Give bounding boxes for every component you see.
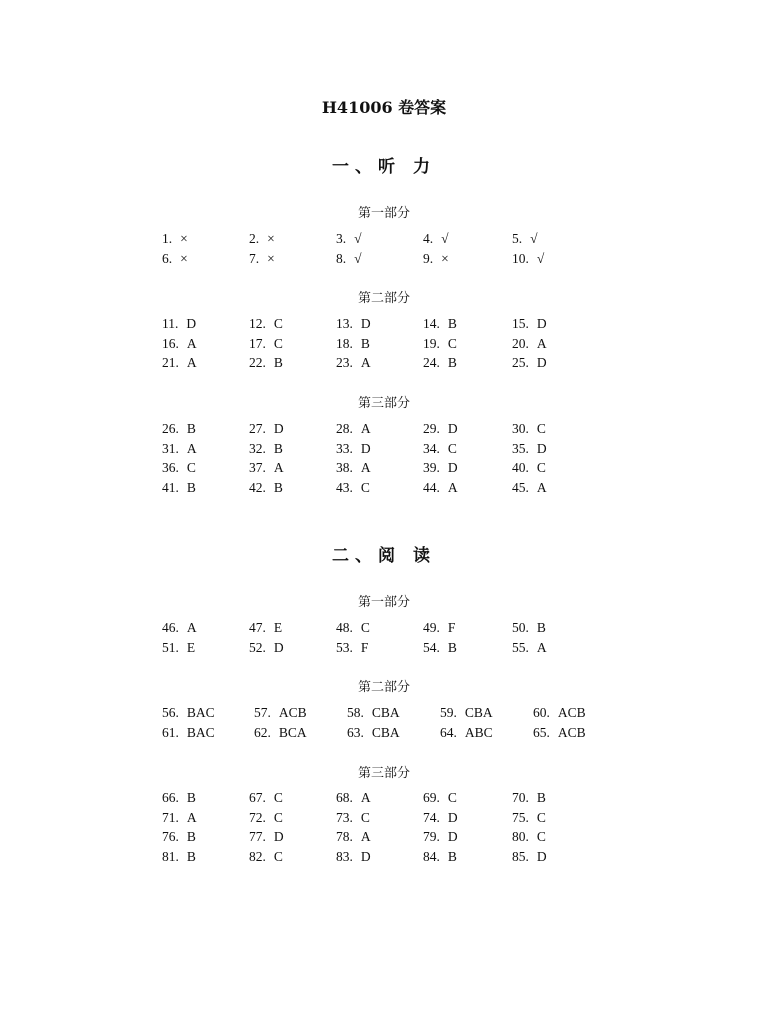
answer-grid: [0, 790, 768, 868]
question-number: 13.: [336, 316, 353, 331]
answer-item: [336, 316, 371, 332]
question-number: 20.: [512, 335, 529, 351]
answer-item: [254, 725, 307, 741]
question-number: 37.: [249, 460, 266, 475]
question-number: 47.: [249, 620, 266, 635]
answer-value: C: [447, 335, 457, 351]
answer-item: [512, 829, 546, 845]
answer-item: [347, 725, 400, 741]
answer-row: [0, 336, 768, 356]
question-number: 59.: [440, 705, 457, 720]
question-number: 31.: [162, 440, 179, 456]
answer-value: B: [273, 479, 283, 495]
answer-value: D: [447, 421, 458, 436]
answer-value: D: [273, 829, 284, 844]
question-number: 79.: [423, 829, 440, 844]
question-number: 41.: [162, 479, 179, 495]
answer-item: [162, 705, 215, 721]
part-title: 第三部分: [357, 766, 410, 781]
answer-value: D: [536, 316, 547, 331]
question-number: 55.: [512, 639, 529, 655]
question-number: 26.: [162, 421, 179, 436]
answer-row: [0, 829, 768, 849]
answer-value: ×: [441, 250, 449, 266]
answer-item: [336, 231, 362, 247]
question-number: 82.: [249, 848, 266, 864]
answer-item: [512, 480, 547, 496]
answer-value: √: [441, 231, 449, 246]
question-number: 36.: [162, 460, 179, 475]
question-number: 76.: [162, 829, 179, 844]
answer-grid: [0, 421, 768, 499]
answer-item: [423, 620, 455, 636]
answer-item: [512, 316, 547, 332]
question-number: 33.: [336, 440, 353, 456]
answer-item: [512, 810, 546, 826]
answer-value: B: [273, 355, 283, 370]
answer-value: C: [273, 316, 283, 331]
question-number: 35.: [512, 440, 529, 456]
answer-value: A: [536, 639, 547, 655]
answer-row: [0, 849, 768, 869]
answer-item: [249, 620, 282, 636]
question-number: 64.: [440, 724, 457, 740]
answer-value: ×: [267, 250, 275, 266]
answer-item: [423, 336, 457, 352]
question-number: 84.: [423, 848, 440, 864]
answer-item: [423, 251, 449, 267]
answer-value: C: [273, 335, 283, 351]
answer-grid: [0, 620, 768, 659]
answer-row: [0, 421, 768, 441]
answer-value: ×: [180, 250, 188, 266]
question-number: 11.: [162, 316, 179, 331]
answer-value: CBA: [371, 705, 400, 720]
question-number: 62.: [254, 724, 271, 740]
question-number: 77.: [249, 829, 266, 844]
answer-value: √: [354, 231, 362, 246]
question-number: 81.: [162, 848, 179, 864]
answer-value: A: [360, 829, 371, 844]
answer-item: [512, 640, 547, 656]
answer-row: [0, 790, 768, 810]
answer-value: BCA: [278, 724, 307, 740]
answer-value: B: [186, 479, 196, 495]
answer-value: A: [186, 440, 197, 456]
question-number: 5.: [512, 231, 523, 246]
answer-item: [423, 480, 458, 496]
part-title: 第三部分: [357, 396, 410, 411]
answer-value: ×: [180, 231, 188, 246]
answer-value: B: [536, 620, 546, 635]
answer-item: [162, 460, 196, 476]
answer-row: [0, 705, 768, 725]
answer-item: [162, 725, 215, 741]
answer-value: B: [360, 335, 370, 351]
question-number: 8.: [336, 250, 347, 266]
answer-item: [249, 790, 283, 806]
answer-value: C: [360, 620, 370, 635]
answer-value: B: [186, 829, 196, 844]
question-number: 25.: [512, 355, 529, 370]
answer-item: [512, 441, 547, 457]
question-number: 50.: [512, 620, 529, 635]
answer-row: [0, 251, 768, 271]
answer-value: A: [536, 479, 547, 495]
answer-value: B: [273, 440, 283, 456]
answer-item: [347, 705, 400, 721]
answer-item: [336, 441, 371, 457]
answer-row: [0, 355, 768, 375]
answer-value: B: [447, 355, 457, 370]
question-number: 3.: [336, 231, 347, 246]
question-number: 72.: [249, 809, 266, 825]
question-number: 80.: [512, 829, 529, 844]
question-number: 38.: [336, 460, 353, 475]
question-number: 23.: [336, 355, 353, 370]
answer-row: [0, 810, 768, 830]
answer-value: ACB: [557, 705, 586, 720]
answer-item: [249, 316, 283, 332]
answer-value: D: [536, 355, 547, 370]
question-number: 52.: [249, 639, 266, 655]
answer-value: C: [536, 829, 546, 844]
answer-value: B: [447, 639, 457, 655]
answer-value: C: [447, 440, 457, 456]
answer-item: [249, 421, 284, 437]
answer-item: [336, 480, 370, 496]
answer-item: [162, 336, 197, 352]
answer-value: C: [360, 809, 370, 825]
answer-item: [336, 829, 371, 845]
question-number: 19.: [423, 335, 440, 351]
answer-value: A: [360, 355, 371, 370]
answer-item: [336, 460, 371, 476]
question-number: 14.: [423, 316, 440, 331]
question-number: 30.: [512, 421, 529, 436]
answer-value: D: [447, 460, 458, 475]
answer-item: [512, 620, 546, 636]
answer-row: [0, 441, 768, 461]
answer-value: D: [536, 848, 547, 864]
answer-row: [0, 231, 768, 251]
answer-item: [512, 460, 546, 476]
answer-item: [249, 460, 284, 476]
answer-value: C: [273, 848, 283, 864]
answer-value: A: [360, 790, 371, 805]
part-title: 第二部分: [357, 291, 410, 306]
answer-item: [249, 441, 283, 457]
answer-item: [336, 336, 370, 352]
question-number: 16.: [162, 335, 179, 351]
answer-item: [423, 441, 457, 457]
question-number: 2.: [249, 231, 260, 246]
question-number: 83.: [336, 848, 353, 864]
answer-value: √: [536, 250, 545, 266]
answer-value: CBA: [464, 705, 493, 720]
answer-item: [162, 480, 196, 496]
answer-item: [249, 231, 275, 247]
answer-item: [423, 829, 458, 845]
answer-item: [249, 336, 283, 352]
answer-value: √: [354, 250, 362, 266]
question-number: 68.: [336, 790, 353, 805]
question-number: 57.: [254, 705, 271, 720]
answer-item: [162, 849, 196, 865]
question-number: 65.: [533, 724, 550, 740]
answer-value: BAC: [186, 705, 215, 720]
question-number: 46.: [162, 620, 179, 635]
question-number: 60.: [533, 705, 550, 720]
answer-item: [162, 829, 196, 845]
answer-value: BAC: [186, 724, 215, 740]
question-number: 58.: [347, 705, 364, 720]
question-number: 51.: [162, 639, 179, 655]
answer-item: [249, 849, 283, 865]
answer-value: B: [447, 848, 457, 864]
answer-value: C: [536, 460, 546, 475]
answer-value: A: [186, 620, 197, 635]
question-number: 17.: [249, 335, 266, 351]
question-number: 34.: [423, 440, 440, 456]
question-number: 67.: [249, 790, 266, 805]
answer-value: F: [447, 620, 456, 635]
answer-item: [249, 829, 284, 845]
answer-item: [162, 316, 196, 332]
answer-item: [533, 705, 586, 721]
answer-value: CBA: [371, 724, 400, 740]
answer-grid: [0, 705, 768, 744]
answer-item: [423, 421, 458, 437]
answer-item: [423, 640, 457, 656]
answer-item: [162, 355, 197, 371]
answer-item: [440, 705, 493, 721]
answer-value: D: [273, 639, 284, 655]
answer-value: D: [360, 848, 371, 864]
answer-value: C: [536, 809, 546, 825]
answer-value: A: [447, 479, 458, 495]
answer-value: F: [360, 639, 369, 655]
part-title: 第二部分: [357, 680, 410, 695]
question-number: 44.: [423, 479, 440, 495]
question-number: 56.: [162, 705, 179, 720]
page-title: H41006 卷答案: [321, 98, 447, 117]
answer-item: [336, 849, 371, 865]
section-title-reading: 二、阅 读: [332, 546, 436, 566]
question-number: 48.: [336, 620, 353, 635]
answer-value: ×: [267, 231, 275, 246]
answer-value: B: [186, 421, 196, 436]
answer-item: [254, 705, 307, 721]
answer-value: A: [273, 460, 284, 475]
question-number: 45.: [512, 479, 529, 495]
answer-value: D: [360, 440, 371, 456]
question-number: 1.: [162, 231, 173, 246]
answer-item: [512, 231, 538, 247]
answer-row: [0, 480, 768, 500]
question-number: 4.: [423, 231, 434, 246]
answer-value: A: [360, 460, 371, 475]
question-number: 18.: [336, 335, 353, 351]
answer-item: [336, 251, 362, 267]
answer-value: D: [273, 421, 284, 436]
answer-item: [336, 810, 370, 826]
question-number: 53.: [336, 639, 353, 655]
answer-item: [336, 790, 371, 806]
answer-row: [0, 620, 768, 640]
answer-value: ACB: [557, 724, 586, 740]
answer-item: [533, 725, 586, 741]
answer-item: [423, 849, 457, 865]
answer-item: [336, 640, 368, 656]
answer-item: [162, 640, 195, 656]
question-number: 29.: [423, 421, 440, 436]
answer-row: [0, 725, 768, 745]
answer-item: [336, 620, 370, 636]
question-number: 24.: [423, 355, 440, 370]
question-number: 10.: [512, 250, 529, 266]
answer-value: B: [536, 790, 546, 805]
answer-item: [423, 316, 457, 332]
answer-value: A: [360, 421, 371, 436]
question-number: 49.: [423, 620, 440, 635]
question-number: 40.: [512, 460, 529, 475]
question-number: 22.: [249, 355, 266, 370]
question-number: 73.: [336, 809, 353, 825]
answer-item: [423, 810, 458, 826]
question-number: 70.: [512, 790, 529, 805]
question-number: 54.: [423, 639, 440, 655]
answer-item: [423, 460, 458, 476]
answer-value: A: [536, 335, 547, 351]
answer-item: [512, 421, 546, 437]
answer-item: [249, 355, 283, 371]
question-number: 39.: [423, 460, 440, 475]
answer-item: [512, 336, 547, 352]
answer-value: B: [186, 790, 196, 805]
question-number: 78.: [336, 829, 353, 844]
part-title: 第一部分: [357, 595, 410, 610]
question-number: 85.: [512, 848, 529, 864]
answer-value: E: [273, 620, 283, 635]
answer-value: C: [447, 790, 457, 805]
answer-value: D: [536, 440, 547, 456]
question-number: 42.: [249, 479, 266, 495]
answer-item: [249, 810, 283, 826]
question-number: 75.: [512, 809, 529, 825]
answer-value: B: [186, 848, 196, 864]
answer-item: [162, 790, 196, 806]
section-title-listening: 一、听 力: [332, 157, 436, 177]
answer-value: E: [186, 639, 196, 655]
answer-value: C: [360, 479, 370, 495]
answer-item: [512, 251, 544, 267]
answer-item: [336, 421, 371, 437]
answer-value: C: [186, 460, 196, 475]
answer-row: [0, 316, 768, 336]
answer-item: [512, 355, 547, 371]
answer-item: [162, 231, 188, 247]
answer-value: ABC: [464, 724, 493, 740]
question-number: 66.: [162, 790, 179, 805]
answer-grid: [0, 316, 768, 375]
question-number: 12.: [249, 316, 266, 331]
answer-value: C: [273, 790, 283, 805]
answer-item: [162, 441, 197, 457]
answer-value: √: [530, 231, 538, 246]
answer-value: A: [186, 809, 197, 825]
question-number: 74.: [423, 809, 440, 825]
answer-value: A: [186, 355, 197, 370]
question-number: 43.: [336, 479, 353, 495]
question-number: 27.: [249, 421, 266, 436]
answer-item: [162, 251, 188, 267]
question-number: 32.: [249, 440, 266, 456]
answer-row: [0, 640, 768, 660]
question-number: 6.: [162, 250, 173, 266]
part-title: 第一部分: [357, 206, 410, 221]
answer-value: D: [447, 829, 458, 844]
answer-item: [423, 790, 457, 806]
question-number: 63.: [347, 724, 364, 740]
question-number: 61.: [162, 724, 179, 740]
question-number: 9.: [423, 250, 434, 266]
answer-value: ACB: [278, 705, 307, 720]
answer-value: D: [186, 316, 197, 331]
question-number: 21.: [162, 355, 179, 370]
answer-value: C: [273, 809, 283, 825]
answer-item: [162, 620, 197, 636]
answer-item: [249, 480, 283, 496]
answer-item: [162, 810, 197, 826]
answer-value: D: [447, 809, 458, 825]
answer-value: B: [447, 316, 457, 331]
question-number: 71.: [162, 809, 179, 825]
question-number: 28.: [336, 421, 353, 436]
answer-item: [423, 231, 449, 247]
answer-item: [423, 355, 457, 371]
answer-item: [249, 640, 284, 656]
answer-item: [512, 849, 547, 865]
answer-value: A: [186, 335, 197, 351]
answer-item: [336, 355, 371, 371]
answer-item: [440, 725, 493, 741]
answer-item: [249, 251, 275, 267]
question-number: 69.: [423, 790, 440, 805]
question-number: 15.: [512, 316, 529, 331]
answer-value: D: [360, 316, 371, 331]
answer-grid: [0, 231, 768, 270]
answer-item: [512, 790, 546, 806]
answer-row: [0, 460, 768, 480]
answer-item: [162, 421, 196, 437]
answer-value: C: [536, 421, 546, 436]
question-number: 7.: [249, 250, 260, 266]
